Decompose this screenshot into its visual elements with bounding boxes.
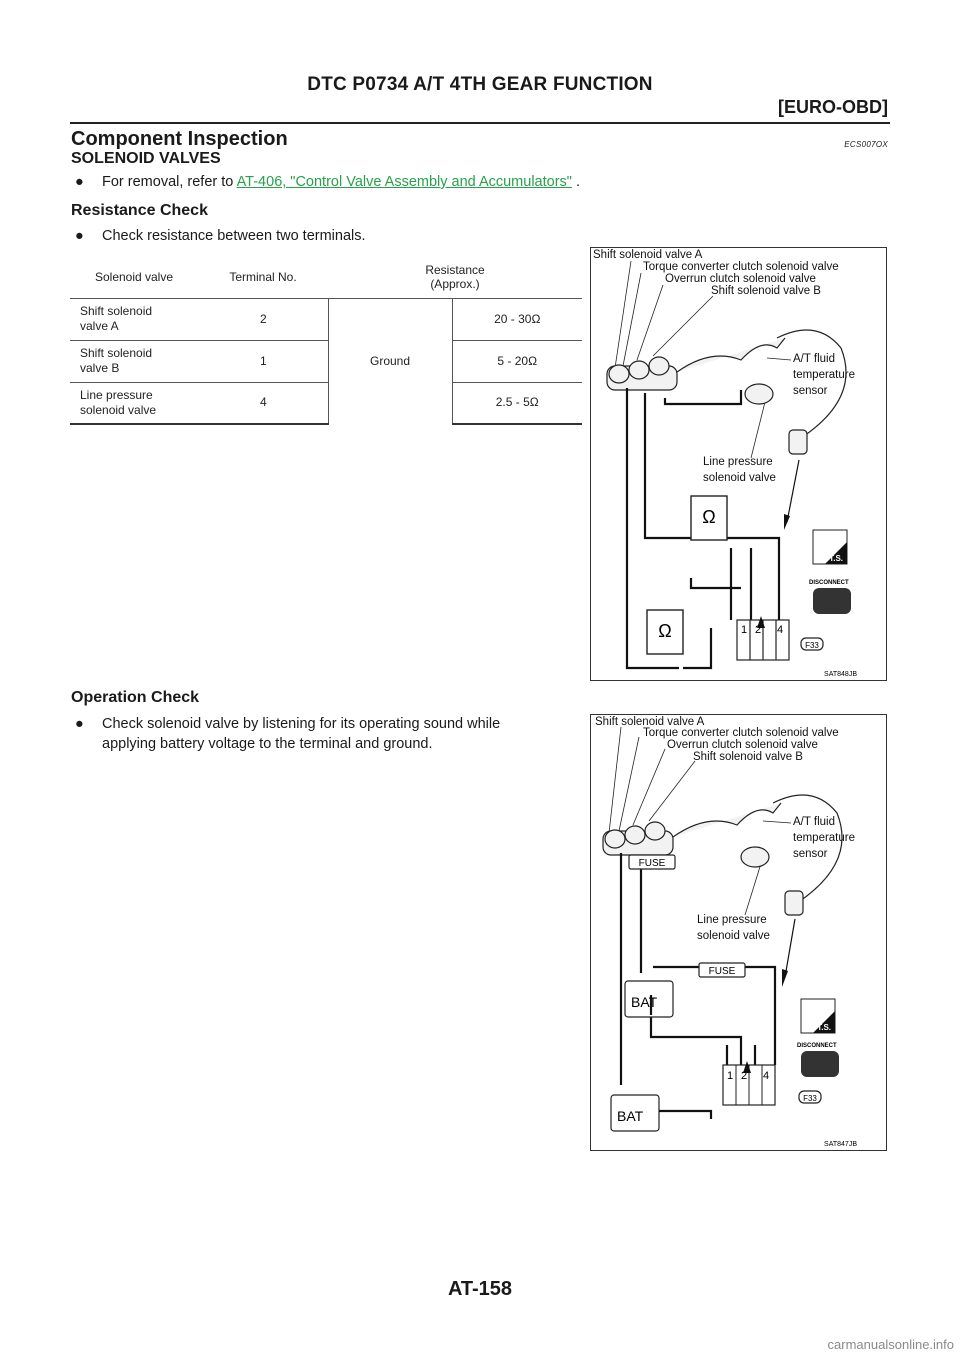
- label-line-pressure-2: solenoid valve: [697, 930, 770, 942]
- cell-terminal: 4: [198, 382, 328, 424]
- label-fluid-1: A/T fluid: [793, 816, 835, 828]
- col-header-terminal: Terminal No.: [229, 269, 297, 284]
- table-row: [70, 382, 582, 424]
- ts-icon: T.S.: [817, 1023, 831, 1032]
- page-header-title: DTC P0734 A/T 4TH GEAR FUNCTION: [307, 74, 653, 95]
- section-title: Component Inspection: [71, 128, 288, 150]
- figure-code: SAT848JB: [824, 671, 857, 678]
- label-fluid-2: temperature: [793, 369, 856, 381]
- col-header-resistance: Resistance (Approx.): [425, 262, 485, 291]
- label-fluid-3: sensor: [793, 848, 828, 860]
- battery-label: BAT: [631, 994, 658, 1010]
- bullet-icon: ●: [75, 174, 84, 190]
- operation-bullet-line2: applying battery voltage to the terminal and ground.: [102, 736, 433, 752]
- disconnect-icon: [813, 588, 851, 614]
- terminal-2-label: 2: [755, 624, 762, 636]
- connector-label: F33: [805, 641, 819, 650]
- terminal-4-label: 4: [777, 624, 784, 636]
- removal-link[interactable]: AT-406, "Control Valve Assembly and Accumulators": [236, 174, 572, 190]
- header-rule: [70, 122, 890, 124]
- operation-bullet-line1: Check solenoid valve by listening for its operating sound while: [102, 716, 501, 732]
- cell-terminal: 2: [198, 298, 328, 340]
- removal-prefix: For removal, refer to: [102, 174, 237, 190]
- cell-ground: Ground: [328, 298, 452, 424]
- disconnect-label: DISCONNECT: [797, 1043, 837, 1049]
- table-row: [70, 340, 582, 382]
- label-shift-valve-a: Shift solenoid valve A: [595, 716, 705, 728]
- watermark: carmanualsonline.info: [827, 1337, 954, 1352]
- cell-resistance: 5 - 20Ω: [452, 340, 582, 382]
- arrow-head: [782, 969, 788, 987]
- label-shift-valve-b: Shift solenoid valve B: [711, 285, 821, 297]
- operation-check-title: Operation Check: [71, 689, 200, 706]
- fuse-lower-label: FUSE: [638, 858, 666, 869]
- terminal-1-label: 1: [741, 624, 748, 636]
- ohmmeter-icon: Ω: [702, 507, 716, 527]
- ts-icon: T.S.: [829, 554, 843, 563]
- battery-label: BAT: [617, 1108, 644, 1124]
- bullet-icon: ●: [75, 228, 84, 244]
- label-overrun-valve: Overrun clutch solenoid valve: [667, 739, 818, 751]
- disconnect-icon: [801, 1051, 839, 1077]
- cell-resistance: 20 - 30Ω: [452, 298, 582, 340]
- terminal-4-label: 4: [763, 1070, 770, 1082]
- page-header-subtitle: [EURO-OBD]: [778, 97, 888, 117]
- wire: [659, 1111, 711, 1119]
- figure-code: SAT847JB: [824, 1141, 857, 1148]
- resistance-check-title: Resistance Check: [71, 202, 208, 219]
- label-line-pressure-2: solenoid valve: [703, 472, 776, 484]
- bullet-icon: ●: [75, 716, 84, 732]
- terminal-1-label: 1: [727, 1070, 734, 1082]
- label-overrun-valve: Overrun clutch solenoid valve: [665, 273, 816, 285]
- cell-terminal: 1: [198, 340, 328, 382]
- label-line-pressure-1: Line pressure: [703, 456, 773, 468]
- resistance-table: [70, 256, 582, 425]
- arrow-line: [785, 919, 795, 977]
- ohmmeter-icon: Ω: [658, 621, 672, 641]
- operation-diagram: [591, 715, 886, 1150]
- label-tcc-valve: Torque converter clutch solenoid valve: [643, 261, 839, 273]
- disconnect-label: DISCONNECT: [809, 580, 849, 586]
- cell-valve: Shift solenoid valve A: [70, 298, 198, 340]
- label-tcc-valve: Torque converter clutch solenoid valve: [643, 727, 839, 739]
- terminal-2-label: 2: [741, 1070, 748, 1082]
- section-subtitle: SOLENOID VALVES: [71, 150, 221, 167]
- label-shift-valve-a: Shift solenoid valve A: [593, 249, 703, 261]
- label-fluid-3: sensor: [793, 385, 828, 397]
- label-fluid-2: temperature: [793, 832, 856, 844]
- removal-suffix: .: [571, 174, 580, 190]
- figure-operation-check: [590, 714, 887, 1151]
- resistance-bullet-text: Check resistance between two terminals.: [102, 228, 366, 244]
- table-row: [70, 298, 582, 340]
- label-fluid-1: A/T fluid: [793, 353, 835, 365]
- resistance-diagram: [591, 248, 886, 680]
- cell-resistance: 2.5 - 5Ω: [452, 382, 582, 424]
- section-code: ECS007OX: [844, 140, 888, 149]
- page-number: AT-158: [447, 1278, 513, 1300]
- fuse-label: FUSE: [708, 966, 736, 977]
- cell-valve: Shift solenoid valve B: [70, 340, 198, 382]
- label-shift-valve-b: Shift solenoid valve B: [693, 751, 803, 763]
- label-line-pressure-1: Line pressure: [697, 914, 767, 926]
- cell-valve: Line pressure solenoid valve: [70, 382, 198, 424]
- figure-resistance-check: [590, 247, 887, 681]
- col-header-valve: Solenoid valve: [94, 269, 174, 284]
- connector-label: F33: [803, 1094, 817, 1103]
